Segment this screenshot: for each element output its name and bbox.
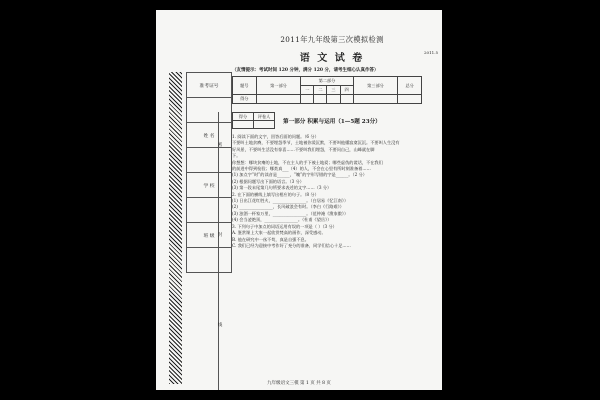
grader-label: 评卷人	[254, 113, 275, 121]
exam-sheet	[156, 10, 442, 390]
part1-header	[232, 112, 432, 129]
score-header: 第二部分	[301, 77, 353, 86]
body-line: (4) 会当凌绝顶，________________。（杜甫《望岳》）	[232, 217, 332, 223]
grader-label: 得分	[233, 113, 254, 121]
info-field	[187, 98, 232, 123]
score-cell	[256, 95, 301, 104]
body-line: 好风景，不要叫生活没有惊喜……不要叫我们埋怨，不要问自己，山峰就在脚	[232, 146, 375, 152]
body-line: (1) 加点字“时”的读音是______，“魄”的字形写错的字是______。（2 分）	[232, 172, 367, 178]
score-cell	[340, 95, 353, 104]
score-sub: 四	[340, 86, 353, 95]
exam-tip: （友情提示：考试时间 120 分钟，满分 120 分，请考生细心认真作答）	[232, 68, 379, 73]
body-line: (2) 根据问题写出下面的语言。（3 分）	[232, 178, 304, 184]
score-header: 总分	[398, 77, 422, 95]
binding-line	[218, 112, 219, 390]
info-field	[187, 198, 232, 223]
body-line: 下。	[232, 153, 241, 159]
exam-date: 2011.5	[424, 50, 438, 55]
body-line: C. 我们已经为迎接中考作好了充分的准备，同学们信心十足……	[232, 242, 351, 248]
body-line: 你想想：哪块贫瘠的土地，不在主人的手下被土地爱；哪些虚伪的谎话，不在我们	[232, 159, 383, 165]
body-line: 1. 阅读下面的文字，回答后面的问题。（6 分）	[232, 134, 319, 139]
score-sub: 二	[314, 86, 327, 95]
exam-content	[232, 35, 432, 249]
body-line: (2) ________________，长风破浪会有时。（李白《行路难》）	[232, 204, 344, 210]
info-field: 姓 名	[187, 123, 232, 148]
score-cell	[398, 95, 422, 104]
score-cell	[301, 95, 314, 104]
exam-title: 2011年九年级第三次模拟检测	[280, 35, 384, 44]
student-info-table	[186, 72, 232, 273]
question-body	[232, 134, 432, 249]
info-field: 准考证号	[187, 73, 232, 98]
score-row-label: 得分	[233, 95, 257, 104]
info-field: 学 校	[187, 173, 232, 198]
score-header: 第一部分	[256, 77, 301, 95]
body-line: 不要叫土地贫瘠，不要埋怨季节，土地被你爱沉默，不要叫他懂寂寞沉沉。不要叫人生没有	[232, 140, 400, 146]
score-sub: 一	[301, 86, 314, 95]
body-line: 3. 下列句子中加点的词语运用有误的一项是（ ）（3 分）	[232, 223, 337, 229]
score-header: 题号	[233, 77, 257, 95]
body-line: A. 鉴赏课上大家一起欣赏梵高的画作，深受感动。	[232, 230, 326, 236]
exam-subtitle: 语 文 试 卷	[299, 53, 365, 64]
binding-char: 密	[217, 142, 222, 147]
body-line: 2. 在下面的横线上填写出相应的句子。（8 分）	[232, 191, 319, 197]
score-cell	[353, 95, 398, 104]
body-line: B. 他在研究中一丝不苟，真是自强不息。	[232, 236, 309, 242]
grader-table	[232, 112, 275, 129]
score-sub: 三	[327, 86, 340, 95]
binding-char: 封	[217, 232, 222, 237]
binding-margin	[166, 72, 222, 384]
grader-cell	[254, 121, 275, 129]
info-field: 班 级	[187, 223, 232, 248]
binding-char: 线	[217, 322, 222, 327]
body-line: 的前进中得到检验；哪类真___（4）的人，不会在心里有所时刻准备着……	[232, 166, 371, 172]
body-line: (1) 日出江花红胜火，________________。（白居易《忆江南》）	[232, 198, 349, 204]
score-cell	[314, 95, 327, 104]
page-footer: 九年级语文三模 第 1 页 共 8 页	[267, 381, 331, 386]
body-line: (3) 第一段末尾第几句所要求表述的文字……（3 分）	[232, 185, 332, 191]
score-header: 第三部分	[353, 77, 398, 95]
info-field	[187, 148, 232, 173]
score-table	[232, 76, 422, 104]
score-cell	[327, 95, 340, 104]
info-field	[187, 248, 232, 273]
body-line: (3) 浊酒一杯家万里，________________。（范仲淹《渔家傲》）	[232, 210, 349, 216]
part1-title: 第一部分 积累与运用（1—5题 23分）	[283, 118, 381, 125]
grader-cell	[233, 121, 254, 129]
hatched-stripe	[169, 72, 182, 384]
